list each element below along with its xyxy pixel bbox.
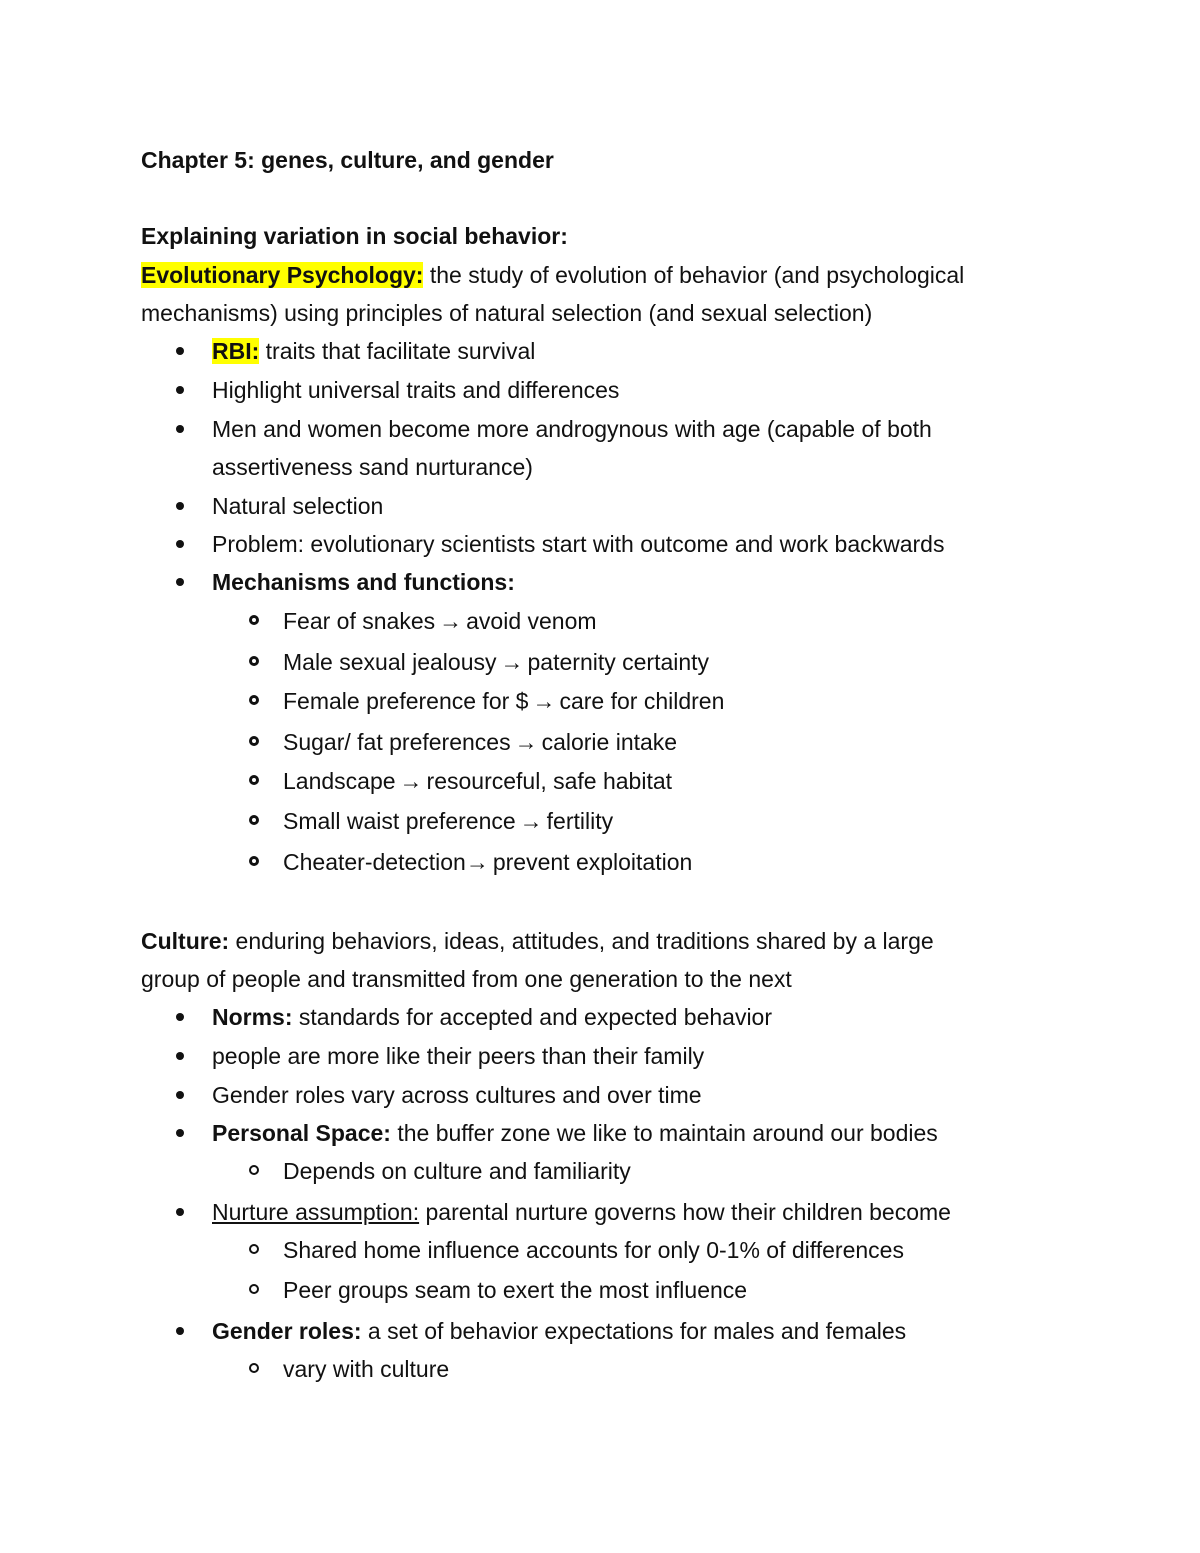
list-item: Mechanisms and functions: — [0, 563, 1200, 601]
list-item: Gender roles: a set of behavior expectations for males and females — [0, 1312, 1200, 1350]
circle-bullet-icon — [249, 1244, 259, 1254]
circle-bullet-icon — [249, 856, 259, 866]
arrow-right-icon: → — [500, 649, 524, 675]
mechanism-cause: Fear of snakes — [283, 608, 436, 634]
bullet-icon — [176, 347, 184, 355]
culture-term: Culture: — [141, 928, 230, 954]
list-item: RBI: traits that facilitate survival — [0, 332, 1200, 370]
bullet-icon — [176, 502, 184, 510]
bullet-icon — [176, 1327, 184, 1335]
mechanism-cause: Landscape — [283, 768, 396, 794]
mechanism-item — [0, 723, 1200, 761]
list-item: Gender roles vary across cultures and over time — [0, 1076, 1200, 1114]
bullet-icon — [176, 578, 184, 586]
list-item: people are more like their peers than their family — [0, 1037, 1200, 1075]
sub-list-item: vary with culture — [0, 1350, 1200, 1388]
bullet-icon — [176, 1091, 184, 1099]
mechanism-item — [0, 802, 1200, 840]
arrow-right-icon: → — [399, 768, 423, 794]
circle-bullet-icon — [249, 1363, 259, 1373]
circle-bullet-icon — [249, 775, 259, 785]
list-item: Natural selection — [0, 487, 1200, 525]
bullet-icon — [176, 425, 184, 433]
mechanism-effect: calorie intake — [541, 729, 678, 755]
list-item-continuation: assertiveness sand nurturance) — [212, 454, 533, 480]
evo-term: Evolutionary Psychology: — [141, 262, 424, 288]
mechanism-cause: Small waist preference — [283, 808, 516, 834]
rbi-term: RBI: — [212, 338, 260, 364]
arrow-right-icon: → — [514, 729, 538, 755]
culture-definition-line-1: Culture: enduring behaviors, ideas, attitudes, and traditions shared by a large — [141, 928, 934, 954]
bullet-icon — [176, 1052, 184, 1060]
section-heading: Explaining variation in social behavior: — [141, 223, 568, 249]
bullet-icon — [176, 1129, 184, 1137]
list-item: Men and women become more androgynous with age (capable of both — [0, 410, 1200, 448]
arrow-right-icon: → — [465, 849, 489, 875]
culture-definition-line-2: group of people and transmitted from one generation to the next — [141, 966, 792, 992]
circle-bullet-icon — [249, 656, 259, 666]
circle-bullet-icon — [249, 1284, 259, 1294]
circle-bullet-icon — [249, 695, 259, 705]
mechanism-cause: Female preference for $ — [283, 688, 529, 714]
circle-bullet-icon — [249, 1165, 259, 1175]
mechanism-effect: prevent exploitation — [492, 849, 693, 875]
list-item: Nurture assumption: parental nurture governs how their children become — [0, 1193, 1200, 1231]
sub-list-item: Depends on culture and familiarity — [0, 1152, 1200, 1190]
bullet-icon — [176, 540, 184, 548]
sub-list-item: Shared home influence accounts for only 0-1% of differences — [0, 1231, 1200, 1269]
bullet-icon — [176, 386, 184, 394]
mechanism-effect: paternity certainty — [527, 649, 710, 675]
arrow-right-icon: → — [519, 808, 543, 834]
evo-definition-line-2: mechanisms) using principles of natural selection (and sexual selection) — [141, 300, 873, 326]
mechanism-cause: Sugar/ fat preferences — [283, 729, 511, 755]
list-item: Highlight universal traits and differences — [0, 371, 1200, 409]
mechanism-item — [0, 843, 1200, 881]
mechanism-effect: care for children — [559, 688, 725, 714]
evo-def-1: the study of evolution of behavior (and psychological — [423, 262, 965, 288]
bullet-icon — [176, 1013, 184, 1021]
arrow-right-icon: → — [439, 608, 463, 634]
arrow-right-icon: → — [532, 688, 556, 714]
mechanism-item — [0, 762, 1200, 800]
circle-bullet-icon — [249, 736, 259, 746]
list-item: Norms: standards for accepted and expected behavior — [0, 998, 1200, 1036]
mechanism-effect: resourceful, safe habitat — [426, 768, 673, 794]
mechanism-item — [0, 602, 1200, 640]
mechanism-item — [0, 643, 1200, 681]
chapter-title: Chapter 5: genes, culture, and gender — [141, 147, 554, 173]
list-item: Personal Space: the buffer zone we like to maintain around our bodies — [0, 1114, 1200, 1152]
mechanism-item — [0, 682, 1200, 720]
nurture-term: Nurture assumption: — [212, 1199, 420, 1225]
bullet-icon — [176, 1208, 184, 1216]
mechanism-cause: Cheater-detection — [283, 849, 466, 875]
circle-bullet-icon — [249, 615, 259, 625]
mechanism-effect: fertility — [546, 808, 614, 834]
mechanism-cause: Male sexual jealousy — [283, 649, 497, 675]
mechanism-effect: avoid venom — [466, 608, 597, 634]
list-item: Problem: evolutionary scientists start with outcome and work backwards — [0, 525, 1200, 563]
evo-definition-line-1 — [0, 256, 1200, 294]
sub-list-item: Peer groups seam to exert the most influence — [0, 1271, 1200, 1309]
circle-bullet-icon — [249, 815, 259, 825]
